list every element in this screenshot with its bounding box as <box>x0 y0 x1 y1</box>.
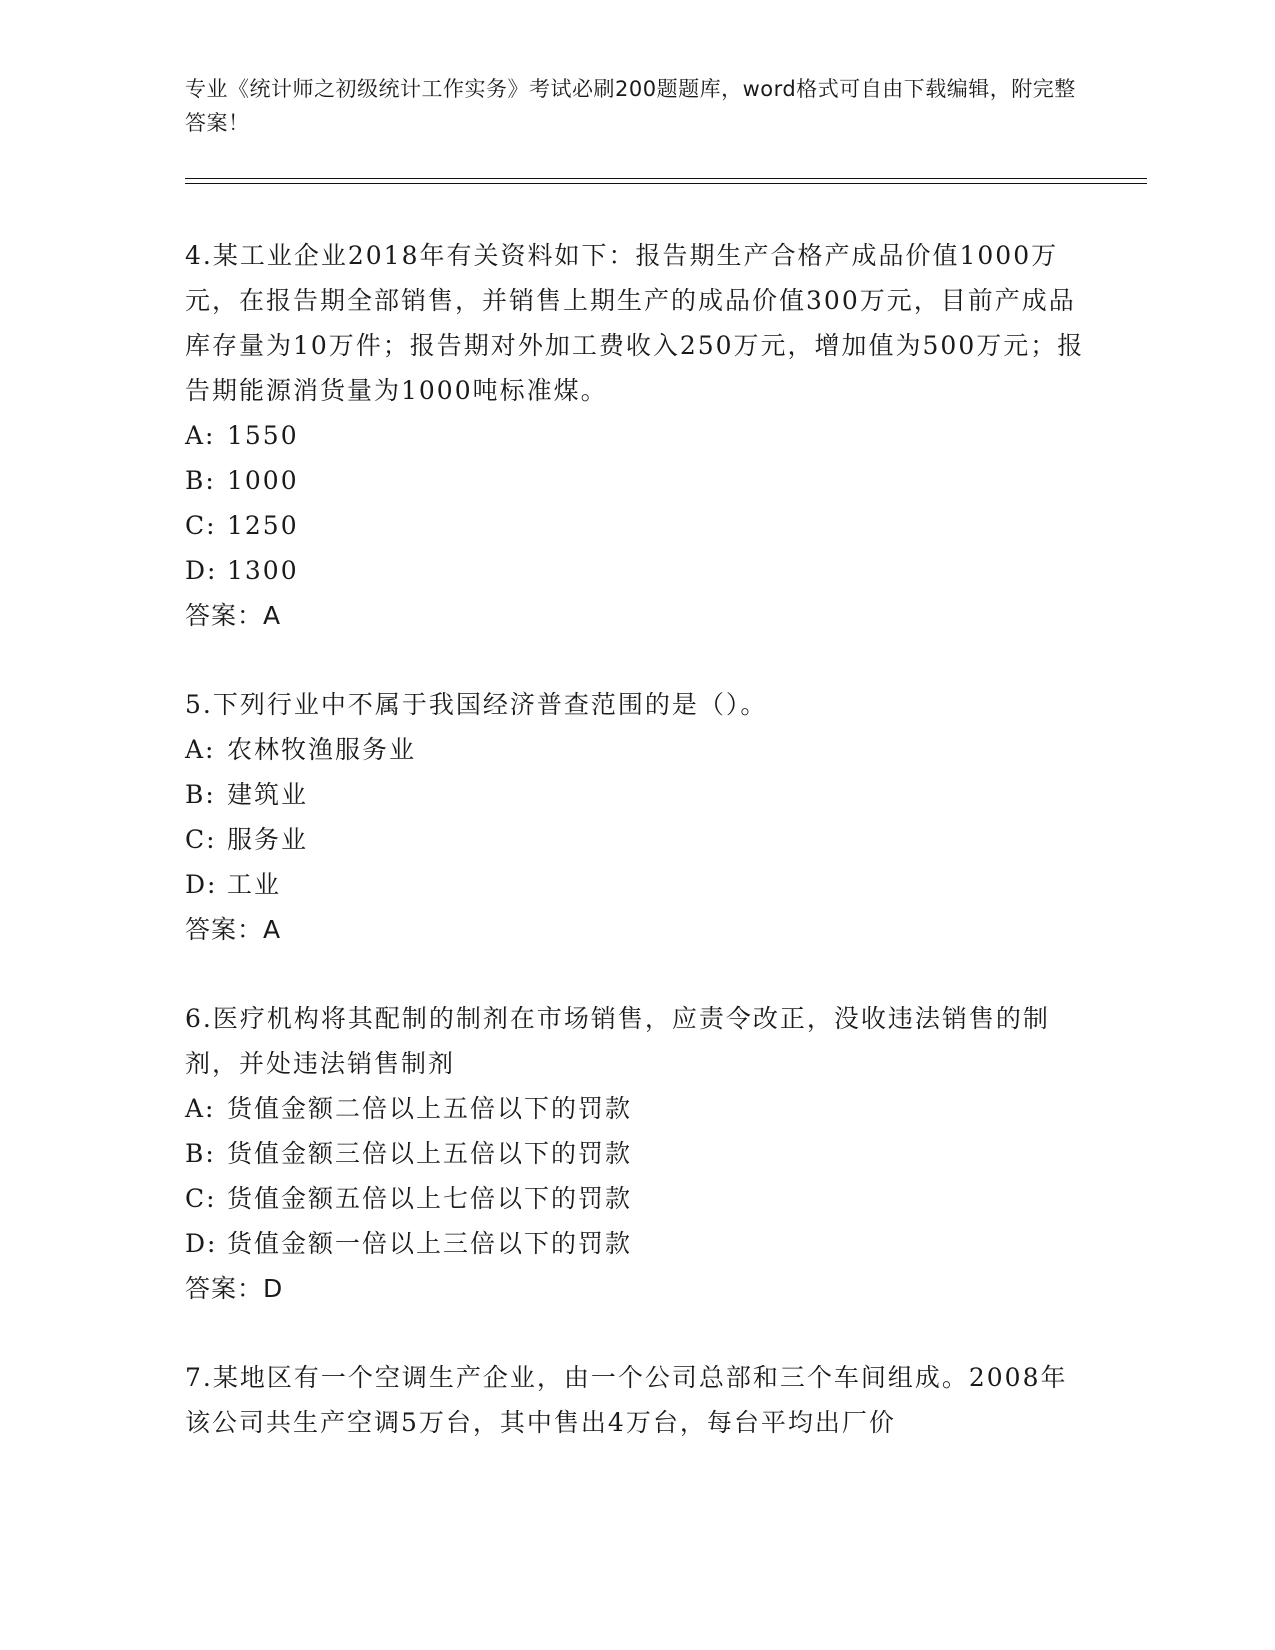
question-stem: 4.某工业企业2018年有关资料如下：报告期生产合格产成品价值1000万元，在报告期全部销售，并销售上期生产的成品价值300万元，目前产成品库存量为10万件；报告期对外加工费收入250万元，增加值为500万元；报告期能源消货量为1000吨标准煤。 <box>185 241 1085 405</box>
answer-line: 答案：A <box>185 601 282 630</box>
option-b <box>185 458 1085 503</box>
header-rule-bottom <box>185 183 1147 184</box>
question-list <box>185 233 1085 1489</box>
option-label: D: <box>185 556 218 585</box>
option-label: C: <box>185 511 217 540</box>
option-text: 1550 <box>227 421 299 450</box>
option-c <box>185 817 1085 862</box>
option-c <box>185 1176 1085 1221</box>
option-b <box>185 772 1085 817</box>
option-text: 服务业 <box>227 825 309 854</box>
option-label: C: <box>185 825 217 854</box>
option-a <box>185 413 1085 458</box>
option-text: 建筑业 <box>227 780 309 809</box>
option-label: B: <box>185 780 216 809</box>
answer-line: 答案：A <box>185 915 282 944</box>
question-4 <box>185 233 1085 638</box>
question-stem: 5.下列行业中不属于我国经济普查范围的是（）。 <box>185 690 768 719</box>
question-5 <box>185 682 1085 952</box>
option-text: 1300 <box>227 556 299 585</box>
answer-line: 答案：D <box>185 1274 284 1303</box>
option-text: 货值金额五倍以上七倍以下的罚款 <box>227 1184 633 1213</box>
option-text: 农林牧渔服务业 <box>227 735 417 764</box>
document-header: 专业《统计师之初级统计工作实务》考试必刷200题题库，word格式可自由下载编辑，附完整答案！ <box>185 77 1076 135</box>
option-a <box>185 1086 1085 1131</box>
option-text: 1000 <box>227 466 299 495</box>
option-a <box>185 727 1085 772</box>
header-rule-top <box>185 178 1147 179</box>
option-label: A: <box>185 735 216 764</box>
option-text: 1250 <box>227 511 299 540</box>
question-stem: 6.医疗机构将其配制的制剂在市场销售，应责令改正，没收违法销售的制剂，并处违法销售制剂 <box>185 1004 1050 1078</box>
option-label: B: <box>185 466 216 495</box>
option-c <box>185 503 1085 548</box>
option-label: C: <box>185 1184 217 1213</box>
option-label: A: <box>185 421 216 450</box>
option-label: B: <box>185 1139 216 1168</box>
option-d <box>185 862 1085 907</box>
option-d <box>185 1221 1085 1266</box>
option-text: 货值金额三倍以上五倍以下的罚款 <box>227 1139 633 1168</box>
option-d <box>185 548 1085 593</box>
option-label: D: <box>185 870 218 899</box>
option-text: 工业 <box>227 870 282 899</box>
option-text: 货值金额一倍以上三倍以下的罚款 <box>227 1229 633 1258</box>
option-text: 货值金额二倍以上五倍以下的罚款 <box>227 1094 633 1123</box>
option-label: A: <box>185 1094 216 1123</box>
question-6 <box>185 996 1085 1311</box>
option-label: D: <box>185 1229 218 1258</box>
option-b <box>185 1131 1085 1176</box>
question-stem: 7.某地区有一个空调生产企业，由一个公司总部和三个车间组成。2008年该公司共生产空调5万台，其中售出4万台，每台平均出厂价 <box>185 1363 1068 1437</box>
question-7 <box>185 1355 1085 1445</box>
